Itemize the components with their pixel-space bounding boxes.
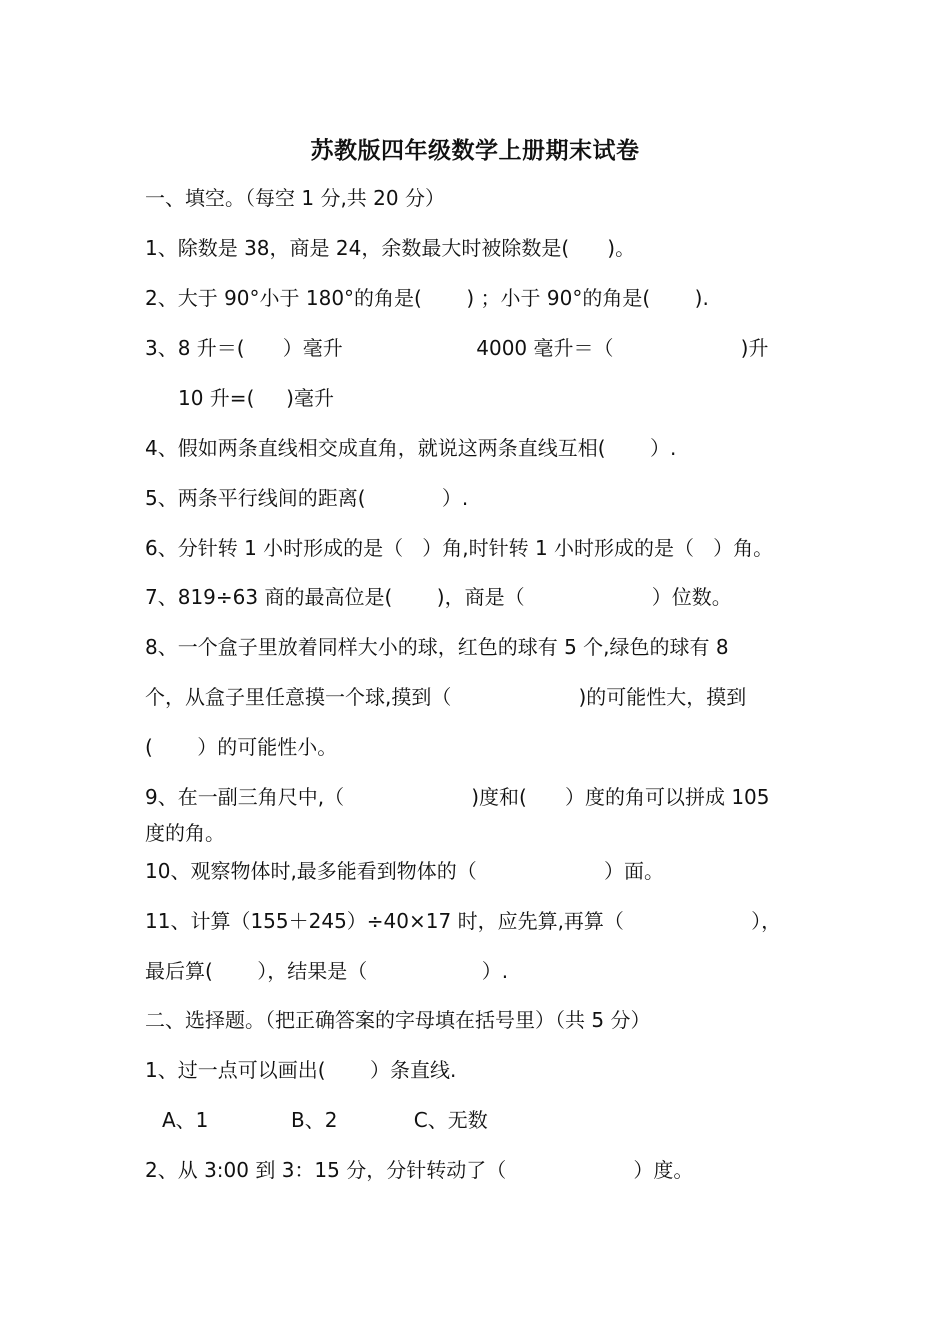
question-line: 5、两条平行线间的距离( ）. xyxy=(145,486,469,510)
question-line: 3、8 升＝( ）毫升 4000 毫升＝（ )升 xyxy=(145,336,769,360)
question-line: 8、一个盒子里放着同样大小的球，红色的球有 5 个,绿色的球有 8 xyxy=(145,635,729,659)
question-line: 个，从盒子里任意摸一个球,摸到（ )的可能性大，摸到 xyxy=(145,685,747,709)
question-line: ( ）的可能性小。 xyxy=(145,735,338,759)
section2-heading: 二、选择题。（把正确答案的字母填在括号里）（共 5 分） xyxy=(145,1008,651,1032)
question-line: 9、在一副三角尺中,（ )度和( ）度的角可以拼成 105 xyxy=(145,785,770,809)
question-line: 度的角。 xyxy=(145,821,225,845)
question-line: 7、819÷63 商的最高位是( )，商是（ ）位数。 xyxy=(145,585,732,609)
question-line: 2、从 3:00 到 3：15 分，分针转动了（ ）度。 xyxy=(145,1158,694,1182)
question-line: 11、计算（155＋245）÷40×17 时，应先算,再算（ ）， xyxy=(145,909,782,933)
question-line: 4、假如两条直线相交成直角，就说这两条直线互相( ）. xyxy=(145,436,677,460)
question-line: 1、除数是 38，商是 24，余数最大时被除数是( )。 xyxy=(145,236,636,260)
page-title: 苏教版四年级数学上册期末试卷 xyxy=(310,138,640,164)
answer-options: A、1 B、2 C、无数 xyxy=(162,1108,488,1132)
question-line: 2、大于 90°小于 180°的角是( ) ；小于 90°的角是( ). xyxy=(145,286,709,310)
question-line: 最后算( ），结果是（ ）. xyxy=(145,959,509,983)
section1-heading: 一、填空。（每空 1 分,共 20 分） xyxy=(145,186,445,210)
question-line: 1、过一点可以画出( ）条直线. xyxy=(145,1058,457,1082)
question-line: 10、观察物体时,最多能看到物体的（ ）面。 xyxy=(145,859,664,883)
question-line: 6、分针转 1 小时形成的是（ ）角,时针转 1 小时形成的是（ ）角。 xyxy=(145,536,774,560)
question-line: 10 升=( )毫升 xyxy=(178,386,334,410)
